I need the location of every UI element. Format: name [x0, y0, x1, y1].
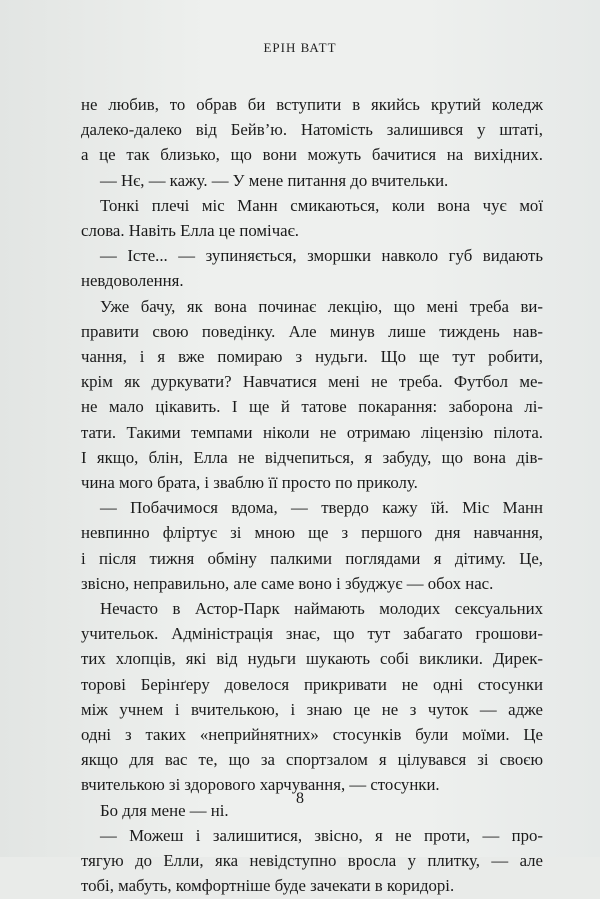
text-line: крім як дуркувати? Навчатися мені не треба. Футбол ме- [81, 372, 543, 392]
text-line: тягую до Елли, яка невідступно вросла у плитку, — але [81, 851, 543, 871]
text-line: правити свою поведінку. Але минув лише тиждень нав- [81, 321, 543, 341]
text-line: — Істе... — зупиняється, зморшки навколо губ видають [100, 246, 543, 266]
text-line: учительок. Адміністрація знає, що тут забагато грошови- [81, 624, 543, 644]
text-line: далеко-далеко від Бейв’ю. Натомість залишився у штаті, [81, 120, 543, 140]
text-line: одні з таких «неприйнятних» стосунків були моїми. Це [81, 725, 543, 745]
text-line: а це так близько, що вони можуть бачитися на вихідних. [81, 145, 543, 165]
text-line: торові Берінґеру довелося прикривати не одні стосунки [81, 674, 543, 694]
text-line: не любив, то обрав би вступити в якийсь крутий коледж [81, 95, 543, 114]
text-line: невпинно фліртує зі мною ще з першого дня навчання, [81, 523, 543, 543]
text-line: звісно, неправильно, але саме воно і збуджує — обох нас. [81, 573, 494, 593]
text-line: І якщо, блін, Елла не відчепиться, я забуду, що вона дів- [81, 447, 543, 467]
text-line: тих хлопців, які від нудьги шукають собі виклики. Дирек- [81, 649, 543, 669]
text-line: слова. Навіть Елла це помічає. [81, 221, 299, 241]
text-line: чина мого брата, і зваблю її просто по приколу. [81, 473, 418, 493]
running-header: ЕРІН ВАТТ [263, 40, 337, 55]
text-line: не мало цікавить. І ще й татове покарання: заборона лі- [81, 397, 543, 417]
text-line: — Можеш і залишитися, звісно, я не проти, — про- [100, 825, 543, 845]
page-body-text [81, 92, 543, 899]
page-number: 8 [296, 790, 304, 807]
text-line: невдоволення. [81, 271, 184, 291]
text-line: Нечасто в Астор-Парк наймають молодих сексуальних [100, 599, 543, 619]
text-line: чання, і я вже помираю з нудьги. Що ще тут робити, [81, 347, 543, 367]
text-line: Тонкі плечі міс Манн смикаються, коли вона чує мої [100, 195, 543, 215]
text-line: і після тижня обміну палкими поглядами я дітиму. Це, [81, 548, 543, 568]
text-line: тобі, мабуть, комфортніше буде зачекати в коридорі. [81, 876, 455, 896]
text-line: — Нє, — кажу. — У мене питання до вчительки. [100, 170, 449, 190]
text-line: тати. Такими темпами ніколи не отримаю ліцензію пілота. [81, 422, 543, 442]
text-line: між учнем і вчителькою, і знаю це не з чуток — адже [81, 699, 543, 719]
text-line: Бо для мене — ні. [100, 800, 229, 820]
text-line: вчителькою зі здорового харчування, — стосунки. [81, 775, 440, 795]
text-line: якщо для вас те, що за спортзалом я цілувався зі своєю [81, 750, 543, 770]
text-line: Уже бачу, як вона починає лекцію, що мені треба ви- [100, 296, 543, 316]
text-line: — Побачимося вдома, — твердо кажу їй. Міс Манн [100, 498, 543, 518]
